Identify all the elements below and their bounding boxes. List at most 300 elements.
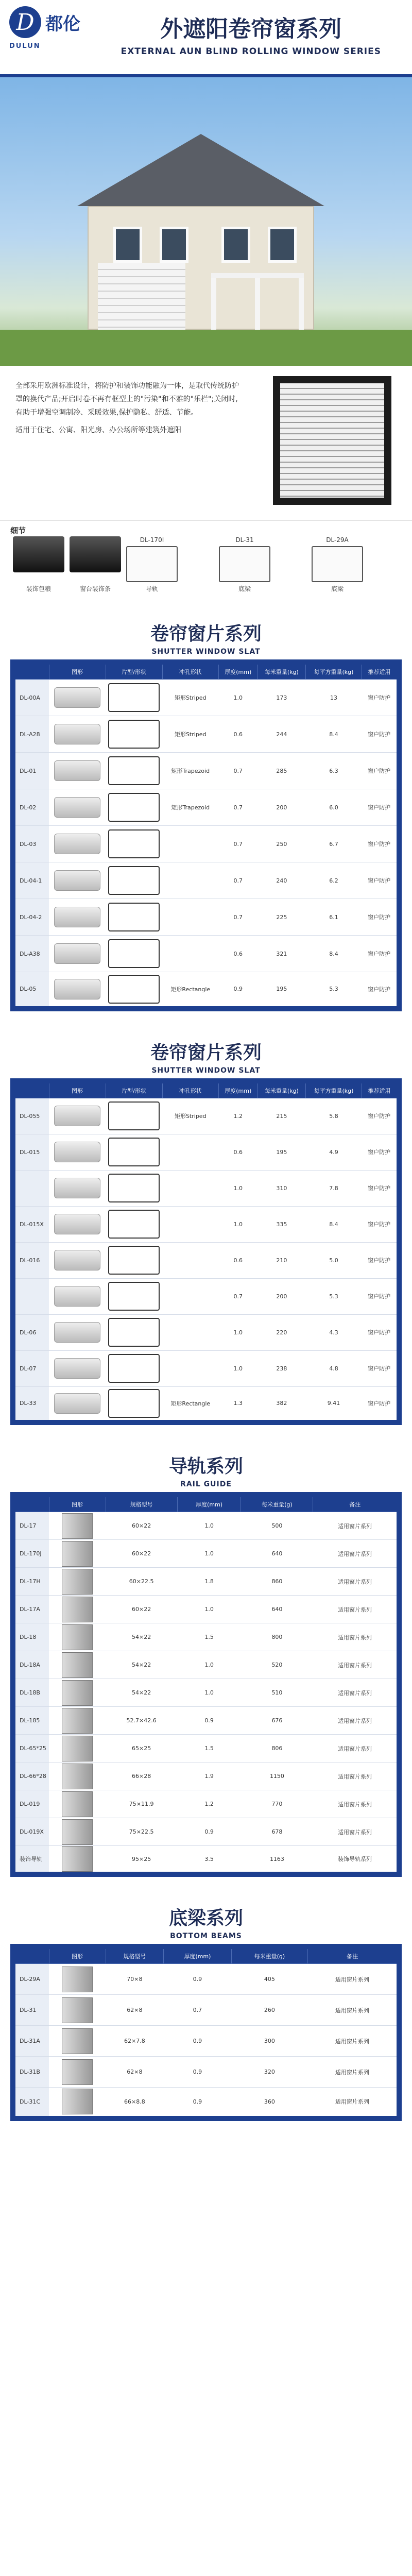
cell-value: 适用窗片系列 bbox=[313, 1735, 399, 1762]
product-thumbnail bbox=[62, 2059, 93, 2085]
table-header-row bbox=[13, 1495, 399, 1512]
cell-value bbox=[162, 1350, 219, 1386]
title-cn: 外遮阳卷帘窗系列 bbox=[160, 16, 342, 42]
column-header: 备注 bbox=[308, 1946, 399, 1964]
product-photo bbox=[49, 789, 106, 826]
cell-value: 75×22.5 bbox=[106, 1818, 177, 1846]
window bbox=[160, 227, 188, 263]
product-photo bbox=[49, 936, 106, 972]
cell-value: 13 bbox=[306, 680, 362, 716]
product-photo bbox=[49, 1623, 106, 1651]
cell-value: 62×8 bbox=[106, 1995, 164, 2026]
table-row bbox=[13, 753, 399, 789]
cell-value: 75×11.9 bbox=[106, 1790, 177, 1818]
model-code: DL-66*28 bbox=[13, 1762, 49, 1790]
cell-value: 窗户防护 bbox=[362, 1098, 399, 1134]
cell-value: 适用窗片系列 bbox=[308, 1964, 399, 1995]
header bbox=[0, 0, 412, 77]
section-title-en: SHUTTER WINDOW SLAT bbox=[151, 1066, 261, 1075]
cell-value: 520 bbox=[241, 1651, 313, 1679]
cell-value: 8.4 bbox=[306, 936, 362, 972]
table-row bbox=[13, 1762, 399, 1790]
title-en: EXTERNAL AUN BLIND ROLLING WINDOW SERIES bbox=[121, 46, 381, 57]
table-row bbox=[13, 1170, 399, 1206]
model-code: DL-33 bbox=[13, 1386, 49, 1422]
model-code: DL-02 bbox=[13, 789, 49, 826]
product-photo bbox=[49, 1512, 106, 1540]
cell-value: 0.9 bbox=[164, 2057, 231, 2088]
cell-value: 62×7.8 bbox=[106, 2026, 164, 2057]
cell-value: 适用窗片系列 bbox=[308, 2026, 399, 2057]
product-thumbnail bbox=[54, 870, 100, 891]
detail-caption: 底梁 bbox=[238, 585, 251, 592]
cell-value: 640 bbox=[241, 1596, 313, 1623]
cell-value: 1163 bbox=[241, 1846, 313, 1875]
cell-value: 5.0 bbox=[306, 1242, 362, 1278]
cell-value: 适用窗片系列 bbox=[313, 1623, 399, 1651]
porch bbox=[211, 273, 304, 330]
product-photo bbox=[49, 680, 106, 716]
model-code: DL-00A bbox=[13, 680, 49, 716]
profile-diagram bbox=[108, 1101, 160, 1130]
table-row bbox=[13, 826, 399, 862]
profile-diagram bbox=[108, 829, 160, 858]
section-title-cn: 卷帘窗片系列 bbox=[150, 623, 262, 645]
column-header: 图形 bbox=[49, 1495, 106, 1512]
cell-value: 640 bbox=[241, 1540, 313, 1568]
column-header: 备注 bbox=[313, 1495, 399, 1512]
profile-drawing bbox=[106, 716, 162, 753]
cell-value: 66×28 bbox=[106, 1762, 177, 1790]
product-photo bbox=[49, 862, 106, 899]
model-code: DL-17 bbox=[13, 1512, 49, 1540]
detail-photo bbox=[13, 536, 64, 572]
column-header: 规格型号 bbox=[106, 1946, 164, 1964]
cell-value: 6.7 bbox=[306, 826, 362, 862]
column-header: 每米重量(kg) bbox=[258, 1081, 306, 1098]
product-thumbnail bbox=[62, 1652, 93, 1678]
window bbox=[268, 227, 297, 263]
product-thumbnail bbox=[62, 1597, 93, 1622]
cell-value: 1.0 bbox=[177, 1512, 241, 1540]
table-row bbox=[13, 1735, 399, 1762]
section-title-cn: 底梁系列 bbox=[168, 1908, 243, 1929]
detail-profile bbox=[312, 546, 363, 582]
product-thumbnail bbox=[62, 1846, 93, 1872]
column-header: 冲孔形状 bbox=[162, 662, 219, 680]
details-strip bbox=[0, 520, 412, 608]
details-label: 细节 bbox=[10, 526, 26, 535]
product-thumbnail bbox=[54, 1358, 100, 1379]
cell-value: 173 bbox=[258, 680, 306, 716]
product-photo bbox=[49, 1386, 106, 1422]
cell-value bbox=[162, 1170, 219, 1206]
cell-value: 0.9 bbox=[177, 1707, 241, 1735]
cell-value: 0.9 bbox=[164, 1964, 231, 1995]
section-title-cn: 导轨系列 bbox=[168, 1456, 243, 1477]
column-header: 厚度(mm) bbox=[219, 1081, 258, 1098]
table-row bbox=[13, 1134, 399, 1170]
detail-caption: DL-29A bbox=[326, 536, 349, 544]
cell-value: 矩形Trapezoid bbox=[162, 789, 219, 826]
cell-value: 860 bbox=[241, 1568, 313, 1596]
cell-value: 矩形Striped bbox=[162, 680, 219, 716]
model-code: DL-03 bbox=[13, 826, 49, 862]
product-photo bbox=[49, 899, 106, 936]
rail-table bbox=[10, 1492, 402, 1877]
product-thumbnail bbox=[54, 1214, 100, 1234]
cell-value: 窗户防护 bbox=[362, 1386, 399, 1422]
profile-drawing bbox=[106, 1098, 162, 1134]
detail-caption: 底梁 bbox=[331, 585, 344, 592]
cell-value: 215 bbox=[258, 1098, 306, 1134]
cell-value: 适用窗片系列 bbox=[313, 1540, 399, 1568]
cell-value bbox=[162, 1134, 219, 1170]
product-photo bbox=[49, 1540, 106, 1568]
cell-value: 0.7 bbox=[219, 899, 258, 936]
profile-diagram bbox=[108, 683, 160, 712]
column-header: 每平方重量(kg) bbox=[306, 662, 362, 680]
column-header: 冲孔形状 bbox=[162, 1081, 219, 1098]
column-header: 每米重量(g) bbox=[231, 1946, 308, 1964]
cell-value: 195 bbox=[258, 1134, 306, 1170]
cell-value: 矩形Striped bbox=[162, 716, 219, 753]
product-photo bbox=[49, 1170, 106, 1206]
model-code: DL-18B bbox=[13, 1679, 49, 1707]
column-header: 每米重量(kg) bbox=[258, 662, 306, 680]
model-code: DL-31 bbox=[13, 1995, 49, 2026]
cell-value: 62×8 bbox=[106, 2057, 164, 2088]
table-row bbox=[13, 1098, 399, 1134]
table-header-row bbox=[13, 1081, 399, 1098]
model-code: DL-015X bbox=[13, 1206, 49, 1242]
product-photo bbox=[49, 1995, 106, 2026]
window bbox=[221, 227, 250, 263]
profile-drawing bbox=[106, 1206, 162, 1242]
cell-value: 0.6 bbox=[219, 716, 258, 753]
cell-value: 7.8 bbox=[306, 1170, 362, 1206]
profile-drawing bbox=[106, 936, 162, 972]
cell-value: 0.9 bbox=[164, 2026, 231, 2057]
cell-value: 5.8 bbox=[306, 1098, 362, 1134]
column-header bbox=[13, 1495, 49, 1512]
product-photo bbox=[49, 1846, 106, 1875]
profile-diagram bbox=[108, 975, 160, 1004]
product-thumbnail bbox=[62, 1997, 93, 2023]
product-photo bbox=[49, 1679, 106, 1707]
cell-value: 1.0 bbox=[177, 1540, 241, 1568]
model-code: DL-04-2 bbox=[13, 899, 49, 936]
cell-value: 3.5 bbox=[177, 1846, 241, 1875]
detail-item bbox=[216, 536, 273, 593]
page-title bbox=[121, 10, 381, 57]
product-thumbnail bbox=[62, 1541, 93, 1567]
cell-value: 321 bbox=[258, 936, 306, 972]
section-title-cn: 卷帘窗片系列 bbox=[150, 1042, 262, 1063]
cell-value bbox=[162, 1206, 219, 1242]
cell-value: 1.0 bbox=[177, 1651, 241, 1679]
cell-value: 1.0 bbox=[219, 680, 258, 716]
model-code: DL-17H bbox=[13, 1568, 49, 1596]
cell-value: 60×22 bbox=[106, 1540, 177, 1568]
product-photo bbox=[49, 2057, 106, 2088]
product-photo bbox=[49, 716, 106, 753]
cell-value: 200 bbox=[258, 1278, 306, 1314]
profile-drawing bbox=[106, 789, 162, 826]
intro-text bbox=[15, 379, 242, 441]
profile-diagram bbox=[108, 756, 160, 785]
detail-caption: DL-170I bbox=[140, 536, 164, 544]
cell-value: 285 bbox=[258, 753, 306, 789]
model-code bbox=[13, 1170, 49, 1206]
cell-value: 矩形Rectangle bbox=[162, 972, 219, 1009]
product-photo bbox=[49, 1818, 106, 1846]
detail-caption: DL-31 bbox=[235, 536, 254, 544]
profile-diagram bbox=[108, 903, 160, 931]
cell-value: 382 bbox=[258, 1386, 306, 1422]
cell-value: 窗户防护 bbox=[362, 972, 399, 1009]
product-thumbnail bbox=[54, 1322, 100, 1343]
cell-value: 320 bbox=[231, 2057, 308, 2088]
model-code: DL-016 bbox=[13, 1242, 49, 1278]
cell-value: 9.41 bbox=[306, 1386, 362, 1422]
cell-value: 8.4 bbox=[306, 1206, 362, 1242]
slat-table-1 bbox=[10, 659, 402, 1011]
model-code: 装饰导轨 bbox=[13, 1846, 49, 1875]
table-row bbox=[13, 1386, 399, 1422]
hero-image bbox=[0, 77, 412, 366]
lawn bbox=[0, 330, 412, 366]
cell-value: 装饰导轨系列 bbox=[313, 1846, 399, 1875]
model-code: DL-04-1 bbox=[13, 862, 49, 899]
product-thumbnail bbox=[62, 2028, 93, 2054]
product-thumbnail bbox=[62, 1791, 93, 1817]
model-code: DL-01 bbox=[13, 753, 49, 789]
model-code bbox=[13, 1278, 49, 1314]
cell-value: 窗户防护 bbox=[362, 680, 399, 716]
cell-value: 适用窗片系列 bbox=[313, 1790, 399, 1818]
model-code: DL-019X bbox=[13, 1818, 49, 1846]
product-photo bbox=[49, 2088, 106, 2119]
cell-value: 238 bbox=[258, 1350, 306, 1386]
cell-value: 矩形Striped bbox=[162, 1098, 219, 1134]
cell-value: 窗户防护 bbox=[362, 1242, 399, 1278]
cell-value: 适用窗片系列 bbox=[313, 1762, 399, 1790]
detail-profile bbox=[219, 546, 270, 582]
model-code: DL-31C bbox=[13, 2088, 49, 2119]
profile-drawing bbox=[106, 1350, 162, 1386]
cell-value: 窗户防护 bbox=[362, 1206, 399, 1242]
cell-value: 窗户防护 bbox=[362, 1350, 399, 1386]
profile-diagram bbox=[108, 1354, 160, 1383]
product-thumbnail bbox=[62, 1680, 93, 1706]
product-thumbnail bbox=[62, 1736, 93, 1761]
cell-value: 窗户防护 bbox=[362, 1314, 399, 1350]
product-thumbnail bbox=[54, 907, 100, 927]
column-header: 厚度(mm) bbox=[219, 662, 258, 680]
profile-diagram bbox=[108, 1210, 160, 1239]
cell-value: 360 bbox=[231, 2088, 308, 2119]
cell-value: 1.2 bbox=[219, 1098, 258, 1134]
cell-value: 195 bbox=[258, 972, 306, 1009]
cell-value: 适用窗片系列 bbox=[313, 1568, 399, 1596]
product-photo bbox=[49, 826, 106, 862]
profile-diagram bbox=[108, 866, 160, 895]
beam-table bbox=[10, 1944, 402, 2121]
table-row bbox=[13, 680, 399, 716]
table-row bbox=[13, 1623, 399, 1651]
cell-value: 0.7 bbox=[164, 1995, 231, 2026]
cell-value: 5.3 bbox=[306, 1278, 362, 1314]
product-photo bbox=[49, 972, 106, 1009]
product-photo bbox=[49, 1790, 106, 1818]
profile-drawing bbox=[106, 1170, 162, 1206]
table-row bbox=[13, 1964, 399, 1995]
column-header: 图形 bbox=[49, 1081, 106, 1098]
detail-caption: 窗台装饰条 bbox=[79, 585, 111, 592]
table-row bbox=[13, 1314, 399, 1350]
column-header bbox=[13, 1081, 49, 1098]
cell-value: 60×22 bbox=[106, 1512, 177, 1540]
cell-value: 335 bbox=[258, 1206, 306, 1242]
product-photo bbox=[49, 1707, 106, 1735]
cell-value: 适用窗片系列 bbox=[313, 1651, 399, 1679]
cell-value: 适用窗片系列 bbox=[313, 1679, 399, 1707]
cell-value: 0.7 bbox=[219, 789, 258, 826]
product-thumbnail bbox=[62, 1819, 93, 1845]
cell-value bbox=[162, 936, 219, 972]
cell-value: 0.7 bbox=[219, 826, 258, 862]
product-photo bbox=[49, 1596, 106, 1623]
product-thumbnail bbox=[54, 1142, 100, 1162]
cell-value: 1.0 bbox=[219, 1170, 258, 1206]
cell-value: 0.7 bbox=[219, 753, 258, 789]
cell-value: 1.2 bbox=[177, 1790, 241, 1818]
table-row bbox=[13, 1818, 399, 1846]
table-row bbox=[13, 862, 399, 899]
cell-value: 矩形Trapezoid bbox=[162, 753, 219, 789]
garage-door bbox=[98, 263, 185, 330]
cell-value: 窗户防护 bbox=[362, 1170, 399, 1206]
model-code: DL-06 bbox=[13, 1314, 49, 1350]
cell-value bbox=[162, 826, 219, 862]
cell-value: 310 bbox=[258, 1170, 306, 1206]
detail-item bbox=[10, 536, 67, 593]
table-row bbox=[13, 1707, 399, 1735]
profile-drawing bbox=[106, 1314, 162, 1350]
profile-drawing bbox=[106, 826, 162, 862]
product-photo bbox=[49, 1278, 106, 1314]
column-header: 推荐适用 bbox=[362, 662, 399, 680]
cell-value: 6.3 bbox=[306, 753, 362, 789]
profile-drawing bbox=[106, 680, 162, 716]
logo-mark-icon: D bbox=[9, 6, 41, 38]
product-photo bbox=[49, 1735, 106, 1762]
product-thumbnail bbox=[62, 1967, 93, 1992]
slat-table-2 bbox=[10, 1078, 402, 1426]
cell-value: 60×22 bbox=[106, 1596, 177, 1623]
intro-para-1: 全部采用欧洲标准设计，将防护和装饰功能融为一体，是取代传统防护罩的换代产品;开启时卷不再有框型上的"污染"和不雅的"乐栏";关闭时,有助于增强空调制冷、采暖效果,保护隐私、舒适、节能。 bbox=[15, 382, 239, 417]
cell-value: 适用窗片系列 bbox=[313, 1818, 399, 1846]
product-photo bbox=[49, 753, 106, 789]
cell-value: 0.6 bbox=[219, 1134, 258, 1170]
product-thumbnail bbox=[62, 1513, 93, 1539]
product-photo bbox=[49, 1568, 106, 1596]
product-thumbnail bbox=[54, 797, 100, 818]
cell-value: 770 bbox=[241, 1790, 313, 1818]
house-illustration bbox=[57, 134, 345, 340]
cell-value: 210 bbox=[258, 1242, 306, 1278]
product-thumbnail bbox=[54, 1286, 100, 1307]
product-photo bbox=[49, 1314, 106, 1350]
product-thumbnail bbox=[54, 1178, 100, 1198]
cell-value: 窗户防护 bbox=[362, 753, 399, 789]
product-thumbnail bbox=[62, 1764, 93, 1789]
cell-value: 1.0 bbox=[219, 1350, 258, 1386]
cell-value: 60×22.5 bbox=[106, 1568, 177, 1596]
cell-value: 54×22 bbox=[106, 1679, 177, 1707]
model-code: DL-31A bbox=[13, 2026, 49, 2057]
porch-column bbox=[211, 278, 216, 335]
column-header bbox=[13, 1946, 49, 1964]
cell-value: 1.5 bbox=[177, 1735, 241, 1762]
table-row bbox=[13, 1350, 399, 1386]
column-header: 厚度(mm) bbox=[164, 1946, 231, 1964]
cell-value: 适用窗片系列 bbox=[308, 1995, 399, 2026]
shutter-slats bbox=[280, 383, 384, 498]
cell-value: 1.0 bbox=[177, 1596, 241, 1623]
profile-diagram bbox=[108, 939, 160, 968]
detail-profile bbox=[126, 546, 178, 582]
model-code: DL-170J bbox=[13, 1540, 49, 1568]
cell-value: 240 bbox=[258, 862, 306, 899]
table-row bbox=[13, 1790, 399, 1818]
table-header-row bbox=[13, 1946, 399, 1964]
profile-drawing bbox=[106, 972, 162, 1009]
column-header: 推荐适用 bbox=[362, 1081, 399, 1098]
cell-value: 6.1 bbox=[306, 899, 362, 936]
cell-value: 54×22 bbox=[106, 1651, 177, 1679]
model-code: DL-A28 bbox=[13, 716, 49, 753]
table-row bbox=[13, 936, 399, 972]
cell-value: 窗户防护 bbox=[362, 862, 399, 899]
product-thumbnail bbox=[62, 1569, 93, 1595]
model-code: DL-019 bbox=[13, 1790, 49, 1818]
table-row bbox=[13, 899, 399, 936]
product-photo bbox=[49, 1098, 106, 1134]
model-code: DL-015 bbox=[13, 1134, 49, 1170]
cell-value: 0.9 bbox=[164, 2088, 231, 2119]
product-photo bbox=[49, 1762, 106, 1790]
cell-value: 405 bbox=[231, 1964, 308, 1995]
cell-value: 1.9 bbox=[177, 1762, 241, 1790]
product-thumbnail bbox=[54, 943, 100, 964]
cell-value: 0.7 bbox=[219, 1278, 258, 1314]
product-photo bbox=[49, 1651, 106, 1679]
profile-drawing bbox=[106, 1386, 162, 1422]
table-row bbox=[13, 2026, 399, 2057]
cell-value: 6.2 bbox=[306, 862, 362, 899]
logo-cn: 都伦 bbox=[45, 13, 80, 35]
cell-value: 70×8 bbox=[106, 1964, 164, 1995]
roof bbox=[77, 134, 324, 206]
table-row bbox=[13, 1679, 399, 1707]
table-row bbox=[13, 1206, 399, 1242]
cell-value: 220 bbox=[258, 1314, 306, 1350]
cell-value: 800 bbox=[241, 1623, 313, 1651]
cell-value: 225 bbox=[258, 899, 306, 936]
intro-para-2: 适用于住宅、公寓、阳光房、办公场所等建筑外遮阳 bbox=[15, 426, 181, 434]
